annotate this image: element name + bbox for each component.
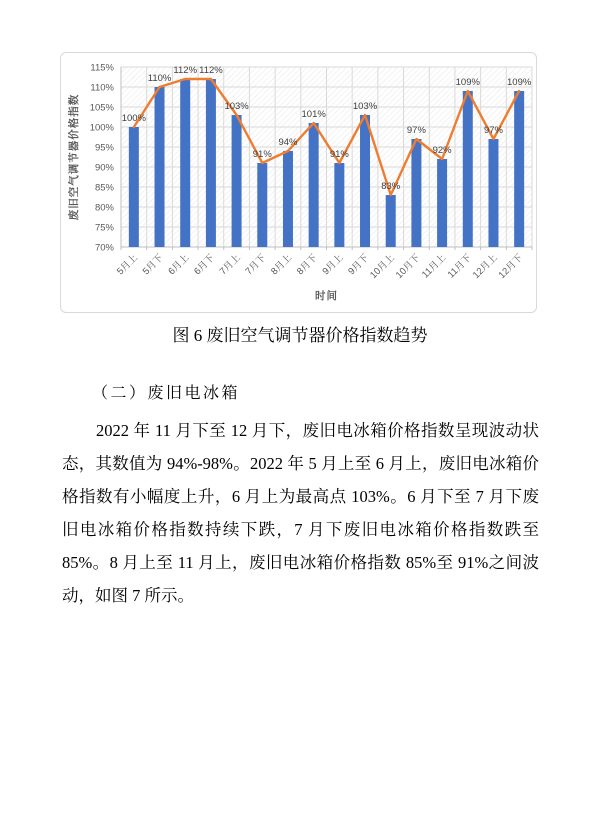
svg-text:100%: 100% xyxy=(89,122,114,134)
body-paragraph: 2022 年 11 月下至 12 月下，废旧电冰箱价格指数呈现波动状态，其数值为 94%-98%。2022 年 5 月上至 6 月上，废旧电冰箱价格指数有小幅度上升，6 月上为最高点 103%。6 月下至 7 月下废旧电冰箱价格指数持续下跌，7 月下废旧电冰箱价格指数跌至 85%。8 月上至 11 月上，废旧电冰箱价格指数 85%至 91%之间波动，如图 7 所示。 xyxy=(62,421,539,605)
svg-text:109%: 109% xyxy=(507,77,532,88)
svg-text:100%: 100% xyxy=(121,113,146,124)
svg-text:110%: 110% xyxy=(147,73,172,84)
chart-canvas xyxy=(61,53,536,312)
svg-text:101%: 101% xyxy=(301,109,326,120)
svg-text:11月下: 11月下 xyxy=(445,252,474,281)
svg-text:12月上: 12月上 xyxy=(470,252,500,282)
svg-text:时间: 时间 xyxy=(315,290,338,302)
svg-text:115%: 115% xyxy=(90,62,114,74)
svg-text:83%: 83% xyxy=(381,181,401,192)
svg-text:11月上: 11月上 xyxy=(420,252,449,281)
svg-text:7月上: 7月上 xyxy=(217,252,243,278)
svg-text:94%: 94% xyxy=(278,137,298,148)
svg-text:97%: 97% xyxy=(406,125,426,136)
svg-text:70%: 70% xyxy=(94,242,114,254)
section-heading: （二）废旧电冰箱 xyxy=(92,385,241,402)
svg-text:6月上: 6月上 xyxy=(166,252,192,278)
price-index-chart-figure xyxy=(60,52,537,313)
svg-text:109%: 109% xyxy=(455,77,480,88)
svg-text:103%: 103% xyxy=(352,101,378,112)
svg-text:10月上: 10月上 xyxy=(368,252,397,282)
svg-text:8月下: 8月下 xyxy=(294,252,320,278)
svg-text:9月下: 9月下 xyxy=(346,252,372,278)
svg-text:10月下: 10月下 xyxy=(393,252,423,282)
svg-text:7月下: 7月下 xyxy=(243,252,269,278)
svg-text:废旧空气调节器价格指数: 废旧空气调节器价格指数 xyxy=(68,93,80,221)
svg-text:91%: 91% xyxy=(252,149,272,160)
svg-text:91%: 91% xyxy=(329,149,349,160)
svg-text:110%: 110% xyxy=(90,82,114,94)
svg-text:75%: 75% xyxy=(94,222,114,234)
svg-text:103%: 103% xyxy=(224,101,249,112)
svg-text:5月上: 5月上 xyxy=(115,252,140,278)
svg-text:5月下: 5月下 xyxy=(140,252,166,278)
svg-text:90%: 90% xyxy=(94,162,114,174)
svg-text:80%: 80% xyxy=(94,202,114,214)
svg-text:8月上: 8月上 xyxy=(269,252,295,278)
svg-text:9月上: 9月上 xyxy=(320,252,346,278)
svg-text:105%: 105% xyxy=(89,102,114,114)
svg-text:6月下: 6月下 xyxy=(192,252,218,278)
svg-text:95%: 95% xyxy=(94,142,114,154)
svg-text:12月下: 12月下 xyxy=(496,252,526,282)
figure-caption: 图 6 废旧空气调节器价格指数趋势 xyxy=(172,326,428,345)
svg-text:92%: 92% xyxy=(432,145,452,156)
svg-text:112%: 112% xyxy=(199,65,223,76)
svg-text:112%: 112% xyxy=(173,65,198,76)
svg-text:85%: 85% xyxy=(94,182,114,194)
svg-text:97%: 97% xyxy=(483,125,503,136)
